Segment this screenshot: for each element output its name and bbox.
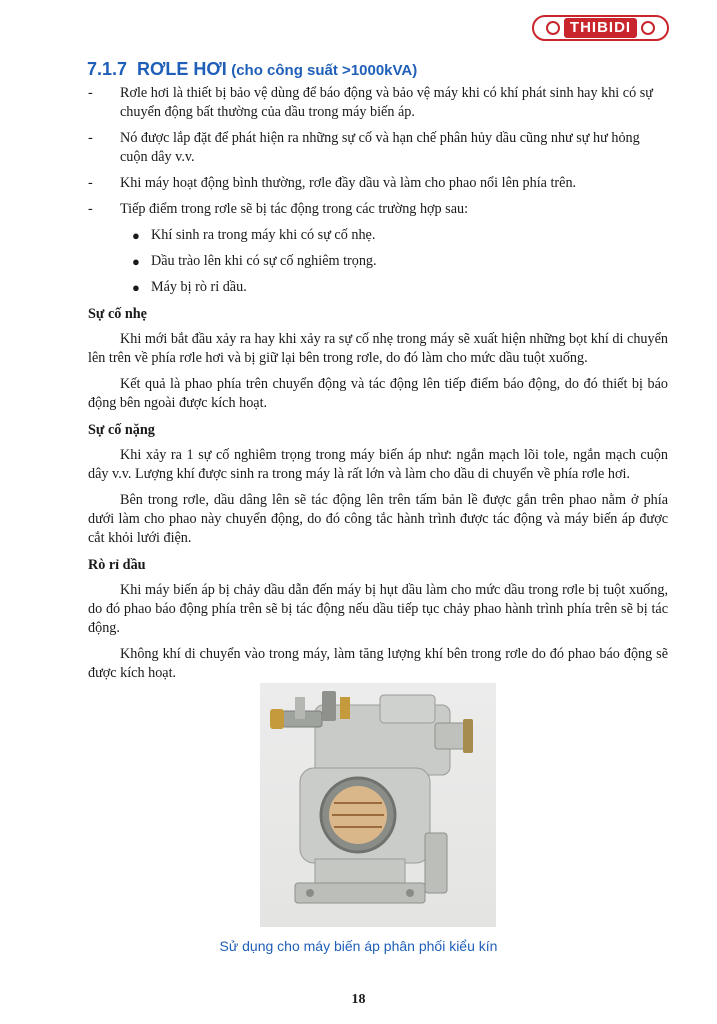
paragraph: Khi mới bắt đầu xảy ra hay khi xảy ra sự cố nhẹ trong máy sẽ xuất hiện những bọt khí di chuyển lên trên về phía rơle hơi và bị giữ lại bên trong rơle, do đó làm cho mức dầu tuột xuống. (88, 331, 668, 366)
paragraph: Khi máy biến áp bị chảy dầu dẫn đến máy bị hụt dầu làm cho mức dầu trong rơle bị tuột xuống, do đó phao báo động phía trên sẽ bị tác động nếu dầu tiếp tục chảy phao hành trình phía trên sẽ bị tác động. (88, 582, 668, 636)
paragraph: Kết quả là phao phía trên chuyển động và tác động lên tiếp điểm báo động, do đó thiết bị báo động bên ngoài được kích hoạt. (88, 376, 668, 411)
bullet-item: ● Khí sinh ra trong máy khi có sự cố nhẹ. (132, 227, 376, 243)
photo-caption: Sử dụng cho máy biến áp phân phối kiểu kín (219, 938, 498, 954)
dash-list-item: - Nó được lắp đặt để phát hiện ra những sự cố và hạn chế phân hủy dầu cũng như sự hư hỏng cuộn dây v.v. (88, 130, 640, 165)
section-heading (87, 59, 417, 80)
bullet-item: ● Máy bị rò rỉ dầu. (132, 279, 247, 295)
buchholz-relay-photo (260, 683, 496, 927)
dash-list-item: - Rơle hơi là thiết bị bảo vệ dùng để báo động và bảo vệ máy khi có khí phát sinh hay khi có sự chuyển động bất thường của dầu trong máy biến áp. (88, 85, 653, 120)
bullet-icon: ● (132, 254, 140, 269)
section-title: RƠLE HƠI (137, 59, 227, 79)
subheading-minor: Sự cố nhẹ (88, 306, 147, 322)
page-number: 18 (351, 992, 366, 1007)
bullet-icon: ● (132, 280, 140, 295)
logo-circle-icon (641, 21, 655, 35)
thibidi-logo (532, 15, 669, 41)
subheading-leak: Rò rỉ dầu (88, 557, 146, 573)
logo-circle-icon (546, 21, 560, 35)
paragraph: Khi xảy ra 1 sự cố nghiêm trọng trong máy biến áp như: ngắn mạch lõi tole, ngắn mạch cuộn dây v.v. Lượng khí được sinh ra trong máy là rất lớn và làm cho dầu di chuyển về phía rơle hơi. (88, 447, 668, 482)
section-subtitle: (cho công suất >1000kVA) (231, 62, 418, 79)
relay-illustration (260, 683, 496, 927)
bullet-icon: ● (132, 228, 140, 243)
paragraph: Bên trong rơle, dầu dâng lên sẽ tác động lên trên tấm bản lề được gắn trên phao nằm ở phía dưới làm cho phao này chuyển động, do đó công tắc hành trình được tác động và máy biến áp được cắt khỏi lưới điện. (88, 492, 668, 546)
page-content (88, 84, 668, 690)
dash-list-item: - Tiếp điểm trong rơle sẽ bị tác động trong các trường hợp sau: (88, 201, 469, 217)
logo-text: THIBIDI (564, 18, 637, 38)
dash-list-item: - Khi máy hoạt động bình thường, rơle đầy dầu và làm cho phao nổi lên phía trên. (88, 175, 577, 191)
bullet-list (88, 226, 668, 297)
subheading-major: Sự cố nặng (88, 422, 155, 438)
paragraph: Không khí di chuyển vào trong máy, làm tăng lượng khí bên trong rơle do đó phao báo động sẽ được kích hoạt. (88, 646, 668, 681)
section-number: 7.1.7 (87, 59, 128, 79)
bullet-item: ● Dầu trào lên khi có sự cố nghiêm trọng. (132, 253, 377, 269)
